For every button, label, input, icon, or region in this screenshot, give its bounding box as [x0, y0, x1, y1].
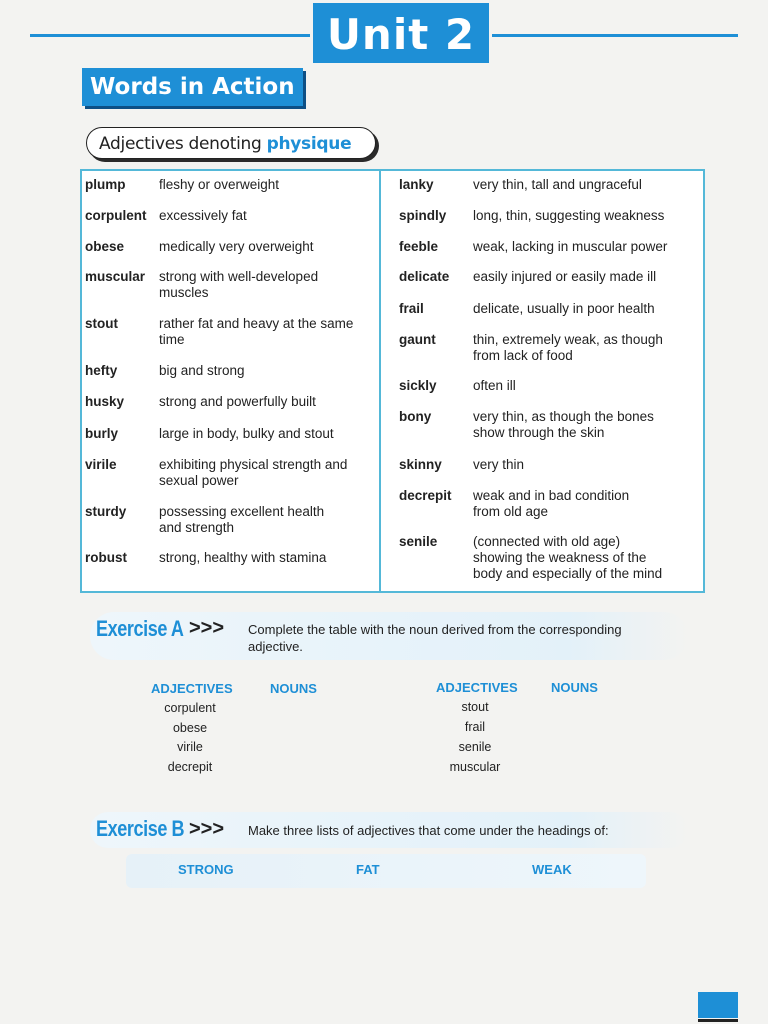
vocab-word: gaunt — [399, 332, 436, 347]
vocab-word: delicate — [399, 269, 450, 284]
vocab-definition-line: and strength — [159, 520, 235, 535]
adjective-item: corpulent — [164, 701, 216, 715]
exercise-a-label: Exercise A — [96, 616, 184, 641]
adjective-item: frail — [464, 720, 486, 734]
vocab-definition-line: rather fat and heavy at the same — [159, 316, 354, 331]
vocab-definition — [159, 208, 247, 224]
vocab-definition-line: big and strong — [159, 363, 245, 378]
vocab-definition-line: strong with well-developed — [159, 269, 319, 284]
exercise-b-arrows: >>> — [189, 818, 225, 840]
vocab-table — [80, 169, 705, 593]
vocab-word: feeble — [399, 239, 439, 254]
vocab-definition-line: body and especially of the mind — [473, 566, 663, 581]
exercise-b-label: Exercise B — [96, 816, 185, 841]
vocab-definition-line: delicate, usually in poor health — [473, 301, 655, 316]
vocab-definition — [473, 269, 656, 285]
vocab-definition-line: strong, healthy with stamina — [159, 550, 327, 565]
vocab-definition — [473, 457, 524, 473]
vocab-word: muscular — [85, 269, 146, 284]
page-corner-rule — [698, 1019, 738, 1022]
vocab-word: bony — [399, 409, 432, 424]
adjective-item: senile — [458, 740, 492, 754]
vocab-definition — [159, 504, 324, 536]
vocab-word: spindly — [399, 208, 447, 223]
heading-strong: STRONG — [178, 862, 234, 877]
heading-fat: FAT — [356, 862, 380, 877]
subtitle-prefix: Adjectives denoting — [99, 134, 267, 154]
vocab-word: hefty — [85, 363, 118, 378]
vocab-definition — [159, 394, 316, 410]
vocab-definition-line: weak and in bad condition — [473, 488, 630, 503]
vocab-word: decrepit — [399, 488, 452, 503]
vocab-definition-line: large in body, bulky and stout — [159, 426, 334, 441]
vocab-word: burly — [85, 426, 119, 441]
exercise-b-instructions: Make three lists of adjectives that come under the headings of: — [248, 823, 609, 838]
vocab-word: plump — [85, 177, 126, 192]
vocab-word: corpulent — [85, 208, 147, 223]
vocab-definition-line: (connected with old age) — [473, 534, 621, 549]
vocab-word: lanky — [399, 177, 434, 192]
vocab-definition — [473, 332, 663, 364]
vocab-definition — [159, 177, 279, 193]
vocab-definition-line: time — [159, 332, 185, 347]
vocab-word: sickly — [399, 378, 437, 393]
adjective-item: stout — [461, 700, 489, 714]
exercise-a-instructions: Complete the table with the noun derived from the corresponding adjective. — [248, 622, 622, 654]
adjectives-header-right: ADJECTIVES — [436, 680, 518, 695]
vocab-definition-line: thin, extremely weak, as though — [473, 332, 663, 347]
vocab-divider — [379, 171, 381, 591]
vocab-definition — [473, 239, 667, 255]
vocab-definition-line: weak, lacking in muscular power — [473, 239, 668, 254]
vocab-definition-line: from lack of food — [473, 348, 573, 363]
subtitle-pill — [86, 127, 376, 159]
adjective-item: muscular — [449, 760, 501, 774]
adjectives-header-left: ADJECTIVES — [151, 681, 233, 696]
vocab-word: frail — [399, 301, 424, 316]
vocab-definition — [473, 208, 664, 224]
vocab-definition-line: from old age — [473, 504, 549, 519]
vocab-definition — [473, 488, 629, 520]
nouns-header-left: NOUNS — [270, 681, 317, 696]
subtitle-highlight: physique — [266, 134, 352, 154]
vocab-definition — [159, 269, 318, 301]
vocab-definition — [473, 534, 662, 582]
vocab-definition — [159, 550, 326, 566]
vocab-definition-line: showing the weakness of the — [473, 550, 647, 565]
vocab-definition-line: show through the skin — [473, 425, 605, 440]
vocab-definition-line: easily injured or easily made ill — [473, 269, 657, 284]
vocab-definition — [473, 378, 516, 394]
vocab-word: senile — [399, 534, 438, 549]
vocab-definition-line: fleshy or overweight — [159, 177, 280, 192]
vocab-definition-line: muscles — [159, 285, 209, 300]
vocab-definition — [159, 363, 245, 379]
vocab-definition — [473, 301, 655, 317]
vocab-definition-line: often ill — [473, 378, 516, 393]
vocab-definition-line: long, thin, suggesting weakness — [473, 208, 665, 223]
vocab-word: sturdy — [85, 504, 127, 519]
vocab-word: robust — [85, 550, 127, 565]
vocab-definition-line: possessing excellent health — [159, 504, 325, 519]
vocab-definition-line: excessively fat — [159, 208, 247, 223]
unit-banner: Unit 2 — [310, 0, 492, 66]
exercise-a-arrows: >>> — [189, 617, 225, 639]
vocab-definition-line: medically very overweight — [159, 239, 314, 254]
vocab-definition — [159, 426, 334, 442]
vocab-definition-line: sexual power — [159, 473, 239, 488]
nouns-header-right: NOUNS — [551, 680, 598, 695]
vocab-definition — [473, 177, 642, 193]
vocab-word: obese — [85, 239, 125, 254]
adjective-item: decrepit — [167, 760, 213, 774]
vocab-word: virile — [85, 457, 117, 472]
vocab-definition — [159, 457, 347, 489]
page-corner-tab — [698, 992, 738, 1018]
heading-weak: WEAK — [532, 862, 572, 877]
adjective-item: obese — [172, 721, 208, 735]
section-title: Words in Action — [82, 68, 303, 106]
vocab-definition — [473, 409, 654, 441]
vocab-word: stout — [85, 316, 118, 331]
vocab-definition-line: very thin, tall and ungraceful — [473, 177, 642, 192]
vocab-definition-line: very thin, as though the bones — [473, 409, 654, 424]
vocab-word: husky — [85, 394, 125, 409]
adjective-item: virile — [177, 740, 203, 754]
vocab-definition — [159, 239, 314, 255]
vocab-definition-line: strong and powerfully built — [159, 394, 316, 409]
vocab-word: skinny — [399, 457, 442, 472]
vocab-definition — [159, 316, 353, 348]
vocab-definition-line: exhibiting physical strength and — [159, 457, 348, 472]
vocab-definition-line: very thin — [473, 457, 525, 472]
